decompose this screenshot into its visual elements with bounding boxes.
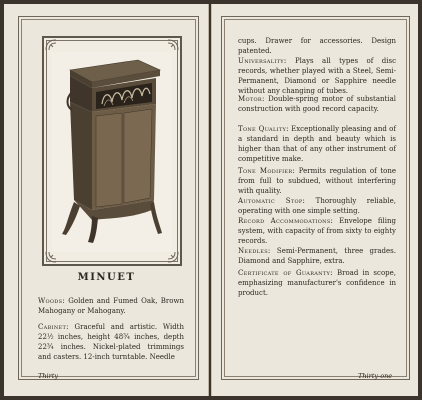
section-tone-quality	[238, 124, 396, 164]
page-number-right: Thirty-one	[358, 372, 393, 380]
section-text: Exceptionally pleasing and of a standard in depth and beauty which is higher than that of any other instrument of competitive make.	[238, 125, 396, 163]
section-text: Thoroughly reliable, operating with one simple setting.	[238, 197, 396, 215]
right-page	[211, 4, 418, 396]
ornament-corner-icon	[44, 250, 58, 264]
phonograph-cabinet-illustration	[52, 52, 172, 252]
woods-paragraph	[38, 296, 184, 316]
section-label: Record Accommodations:	[238, 217, 334, 225]
section-universality	[238, 56, 396, 96]
section-label: Tone Quality:	[238, 125, 289, 133]
section-automatic-stop	[238, 196, 396, 216]
woods-text: Golden and Fumed Oak, Brown Mahogany or Mahogany.	[38, 297, 184, 315]
ornament-corner-icon	[44, 38, 58, 52]
section-text: Permits regulation of tone from full to subdued, without interfering with quality.	[238, 167, 397, 195]
intro-paragraph: cups. Drawer for accessories. Design patented.	[238, 37, 396, 55]
section-text: Broad in scope, emphasizing manufacturer's confidence in product.	[238, 269, 397, 297]
ornament-corner-icon	[166, 250, 180, 264]
section-label: Motor:	[238, 95, 265, 103]
section-record-accommodations	[238, 216, 396, 246]
cabinet-text: Graceful and artistic. Width 22½ inches, height 48¾ inches, depth 22¾ inches. Nickel-plated trimmings and casters. 12-inch turntable. Needle	[38, 323, 184, 361]
model-title: MINUET	[77, 272, 136, 283]
section-certificate-of-guaranty	[238, 268, 396, 298]
section-needles	[238, 246, 396, 266]
section-label: Needles:	[238, 247, 271, 255]
left-page	[4, 4, 209, 396]
page-number-left: Thirty	[38, 372, 58, 380]
section-motor	[238, 94, 396, 114]
cabinet-label: Cabinet:	[38, 323, 69, 331]
woods-label: Woods:	[38, 297, 65, 305]
section-text: Semi-Permanent, three grades. Diamond and Sapphire, extra.	[238, 247, 396, 265]
cabinet-paragraph	[38, 322, 184, 362]
section-text: Plays all types of disc records, whether played with a Steel, Semi-Permanent, Diamond or Sapphire needle without any changing of tubes.	[238, 57, 396, 95]
section-text: Double-spring motor of substantial construction with good record capacity.	[238, 95, 396, 113]
section-label: Certificate of Guaranty:	[238, 269, 333, 277]
section-text: Envelope filing system, with capacity of from sixty to eighty records.	[238, 217, 396, 245]
section-tone-modifier	[238, 166, 396, 196]
section-label: Automatic Stop:	[238, 197, 306, 205]
section-label: Tone Modifier:	[238, 167, 296, 175]
section-label: Universality:	[238, 57, 287, 65]
ornament-corner-icon	[166, 38, 180, 52]
